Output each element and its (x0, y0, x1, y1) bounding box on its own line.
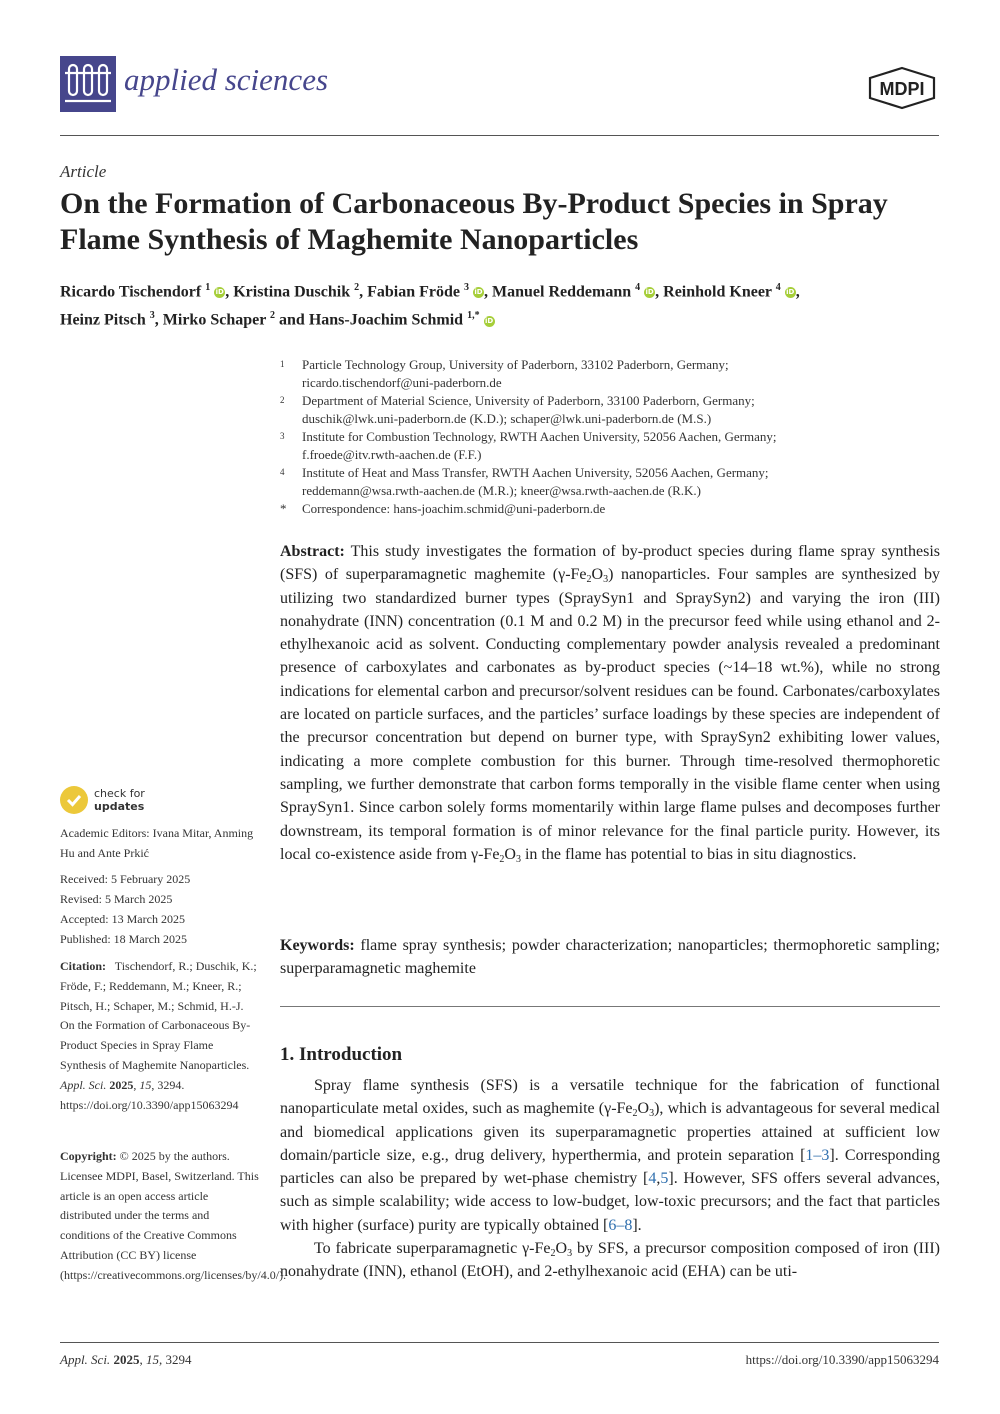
author-separator: , (655, 283, 664, 301)
affiliation-line: Institute for Combustion Technology, RWTH Aachen University, 52056 Aachen, Germany; (302, 429, 777, 444)
subscript: 2 (499, 853, 505, 865)
abstract-text: This study investigates the formation of by-product species during flame spray synthesis (SFS) of superparamagnetic maghemite (γ-Fe (280, 543, 940, 584)
citation-text: Tischendorf, R.; Duschik, K.; Fröde, F.; Reddemann, M.; Kneer, R.; Pitsch, H.; Schaper, M.; Schmid, H.-J. On the Formation of Carbonaceous By-Product Species in Spray Flame Synthesis of Maghemite Nanoparticles. (60, 959, 257, 1072)
subscript: 2 (550, 1248, 556, 1260)
correspondence-mark: * (280, 501, 287, 516)
mdpi-hexagon-icon (866, 66, 938, 110)
intro-text: by SFS, a precursor composition composed of iron (III) nonahydrate (INN), ethanol (EtOH), and 2-ethylhexanoic acid (EHA) can be uti- (280, 1240, 940, 1281)
author-affiliation-mark: 2 (354, 282, 360, 293)
subscript: 3 (567, 1248, 573, 1260)
citation-label: Citation: (60, 959, 106, 973)
abstract-text: O (504, 845, 516, 863)
citation-block: Citation: Tischendorf, R.; Duschik, K.; Fröde, F.; Reddemann, M.; Kneer, R.; Pitsch, H.; Schaper, M.; Schmid, H.-J. On the Formation of Carbonaceous By-Product Species in Spray Flame Synthesis of Maghemite Nanoparticles. Appl. Sci. 2025, 15, 3294. https://doi.org/10.3390/app15063294 (60, 959, 257, 1112)
revised-date: Revised: 5 March 2025 (60, 892, 173, 906)
author-affiliation-mark: 3 (149, 310, 155, 322)
footer-doi-link[interactable]: https://doi.org/10.3390/app15063294 (745, 1352, 939, 1367)
section-heading: 1. Introduction (280, 1044, 403, 1065)
affiliation-line: Department of Material Science, University of Paderborn, 33100 Paderborn, Germany; (302, 393, 755, 408)
author-affiliation-mark: 4 (775, 282, 781, 293)
author-separator: , (154, 311, 163, 329)
affiliation-line: Particle Technology Group, University of Paderborn, 33102 Paderborn, Germany; (302, 357, 729, 372)
orcid-icon[interactable]: iD (215, 288, 224, 297)
affiliation-number: 1 (280, 359, 285, 369)
intro-text: ]. Corresponding particles can also be prepared by wet-phase chemistry [ (280, 1146, 941, 1188)
abstract-text: in the flame has potential to bias in situ diagnostics. (520, 845, 857, 863)
author-separator: , (484, 283, 493, 301)
footer-journal: Appl. Sci. (60, 1352, 111, 1367)
footer-year: 2025 (113, 1352, 140, 1367)
abstract-text: ) nanoparticles. Four samples are synthesized by utilizing two standardized burner types (SpraySyn1 and SpraySyn2) and varying the iron (III) nonahydrate (INN) concentration (0.1 M and 0.2 M) in the precursor feed while using ethanol and 2-ethylhexanoic acid as solvent. Conducting complementary powder analysis revealed a predominant presence of carboxylates and carbonates as by-product species (~14–18 wt.%), while no strong indications for elemental carbon and precursor/solvent residues can be found. Carbonates/carboxylates are located on particle surfaces, and the particles’ surface loadings by these species are independent of the precursor concentration but depend on burner type, with SpraySyn2 exhibiting lower values, indicating a more complete combustion for this burner. Through time-resolved thermophoretic sampling, we further demonstrate that carbon forms temporally in the visible flame center when using SpraySyn1. Since carbon solely forms momentarily within large flame pulses and decomposes further downstream, its temporal formation is of minor relevance for the final particle purity. However, its local co-existence aside from γ-Fe (280, 566, 941, 863)
check-updates-icon (60, 786, 88, 814)
copyright-block (60, 1147, 287, 1286)
footer-volume: 15 (145, 1352, 159, 1367)
abstract-text: O (591, 566, 604, 584)
introduction-body (280, 1074, 940, 1284)
author-name: Reinhold Kneer (663, 283, 776, 301)
citation-doi: 3294. https://doi.org/10.3390/app15063294 (60, 1077, 239, 1112)
intro-text: O (637, 1100, 650, 1118)
keywords (280, 934, 940, 981)
author-separator: , (795, 283, 800, 301)
author-affiliation-mark: 4 (635, 282, 641, 293)
journal-logo (60, 56, 116, 112)
orcid-icon[interactable]: iD (474, 288, 483, 297)
author-separator: and (275, 311, 309, 329)
author-name: Mirko Schaper (162, 311, 271, 329)
check-updates-line-2: updates (94, 800, 145, 813)
mdpi-logo (866, 66, 938, 110)
subscript: 2 (632, 1108, 638, 1120)
author-name: Hans-Joachim Schmid (308, 311, 468, 329)
affiliation-number: 2 (280, 395, 285, 405)
check-updates-line-1: check for (94, 787, 145, 800)
academic-editors: Academic Editors: Ivana Mitar, Anming Hu and Ante Prkić (60, 826, 254, 860)
affiliation-number: 3 (280, 431, 285, 441)
author-name: Heinz Pitsch (60, 311, 150, 329)
author-affiliation-mark: 3 (464, 282, 470, 293)
intro-text: ]. However, SFS offers several advances, such as simple scalability; wide access to low-budget, low-toxic precursors; and the fact that particles with higher (surface) purity are typically obtained [ (280, 1170, 941, 1234)
article-title: On the Formation of Carbonaceous By-Product Species in Spray Flame Synthesis of Maghemite Nanoparticles (60, 187, 888, 256)
intro-text: Spray flame synthesis (SFS) is a versatile technique for the fabrication of functional nanoparticulate metal oxides, such as maghemite (γ-Fe (280, 1077, 940, 1118)
intro-text: O (555, 1240, 568, 1258)
affiliation-email: duschik@lwk.uni-paderborn.de (K.D.); schaper@lwk.uni-paderborn.de (M.S.) (302, 411, 712, 426)
intro-text: ]. (632, 1216, 642, 1234)
citation-year: 2025 (109, 1077, 134, 1092)
author-name: Manuel Reddemann (492, 283, 636, 301)
copyright-text: © 2025 by the authors. Licensee MDPI, Basel, Switzerland. This article is an open access article distributed under the terms and conditions of the Creative Commons Attribution (CC BY) license (https://creativecommons.org/licenses/by/4.0/). (60, 1149, 287, 1282)
intro-text: , (656, 1170, 661, 1188)
intro-paragraph-2 (280, 1237, 940, 1284)
received-date: Received: 5 February 2025 (60, 872, 191, 886)
subscript: 3 (649, 1108, 655, 1120)
orcid-icon[interactable]: iD (786, 288, 795, 297)
orcid-icon[interactable]: iD (484, 316, 494, 325)
correspondence-text: Correspondence: hans-joachim.schmid@uni-paderborn.de (302, 501, 606, 516)
subscript: 3 (515, 853, 521, 865)
footer-citation: Appl. Sci. 2025, 15, 3294 (60, 1352, 192, 1367)
citation-journal: Appl. Sci. (60, 1077, 107, 1092)
keywords-label: Keywords: (280, 937, 355, 954)
orcid-icon[interactable]: iD (645, 288, 654, 297)
citation-link[interactable]: 4 (648, 1170, 657, 1188)
author-name: Kristina Duschik (233, 283, 355, 301)
test-tubes-icon (60, 56, 116, 112)
keywords-text: flame spray synthesis; powder characterization; nanoparticles; thermophoretic sampling; superparamagnetic maghemite (280, 937, 940, 978)
subscript: 3 (603, 574, 609, 586)
published-date: Published: 18 March 2025 (60, 932, 187, 946)
check-for-updates-button[interactable] (60, 786, 230, 816)
copyright-label: Copyright: (60, 1149, 117, 1163)
citation-link[interactable]: 6–8 (608, 1216, 633, 1234)
affiliation-number: 4 (280, 467, 285, 477)
mdpi-logo-text: MDPI (879, 79, 925, 99)
affiliation-line: Institute of Heat and Mass Transfer, RWTH Aachen University, 52056 Aachen, Germany; (302, 465, 769, 480)
footer-rule (60, 1342, 939, 1343)
author-affiliation-mark: 2 (270, 310, 276, 322)
author-name: Fabian Fröde (367, 283, 465, 301)
author-separator: , (225, 283, 234, 301)
affiliation-email: f.froede@itv.rwth-aachen.de (F.F.) (302, 447, 482, 462)
accepted-date: Accepted: 13 March 2025 (60, 912, 185, 926)
author-name: Ricardo Tischendorf (60, 283, 206, 301)
affiliation-email: ricardo.tischendorf@uni-paderborn.de (302, 375, 502, 390)
abstract-label: Abstract: (280, 543, 345, 560)
author-separator: , (359, 283, 368, 301)
intro-text: ), which is advantageous for several medical and biomedical applications given its superparamagnetic properties attained at sufficient low domain/particle size, e.g., drug delivery, hyperthermia, and protein separation [ (280, 1100, 940, 1164)
citation-link[interactable]: 5 (660, 1170, 669, 1188)
citation-volume: 15 (139, 1077, 152, 1092)
check-updates-label (94, 787, 145, 813)
author-affiliation-mark: 1,* (467, 310, 480, 322)
article-type: Article (60, 162, 107, 181)
citation-link[interactable]: 1–3 (805, 1146, 830, 1164)
abstract (280, 540, 940, 866)
author-affiliation-mark: 1 (205, 282, 211, 293)
intro-text: To fabricate superparamagnetic γ-Fe (314, 1240, 551, 1258)
footer-article-number: , 3294 (158, 1352, 192, 1367)
affiliation-email: reddemann@wsa.rwth-aachen.de (M.R.); kneer@wsa.rwth-aachen.de (R.K.) (302, 483, 701, 498)
subscript: 2 (586, 574, 592, 586)
header-rule (60, 135, 939, 136)
author-list (60, 276, 940, 333)
intro-paragraph-1 (280, 1074, 940, 1237)
journal-name: applied sciences (124, 62, 329, 97)
section-rule (280, 1006, 940, 1007)
